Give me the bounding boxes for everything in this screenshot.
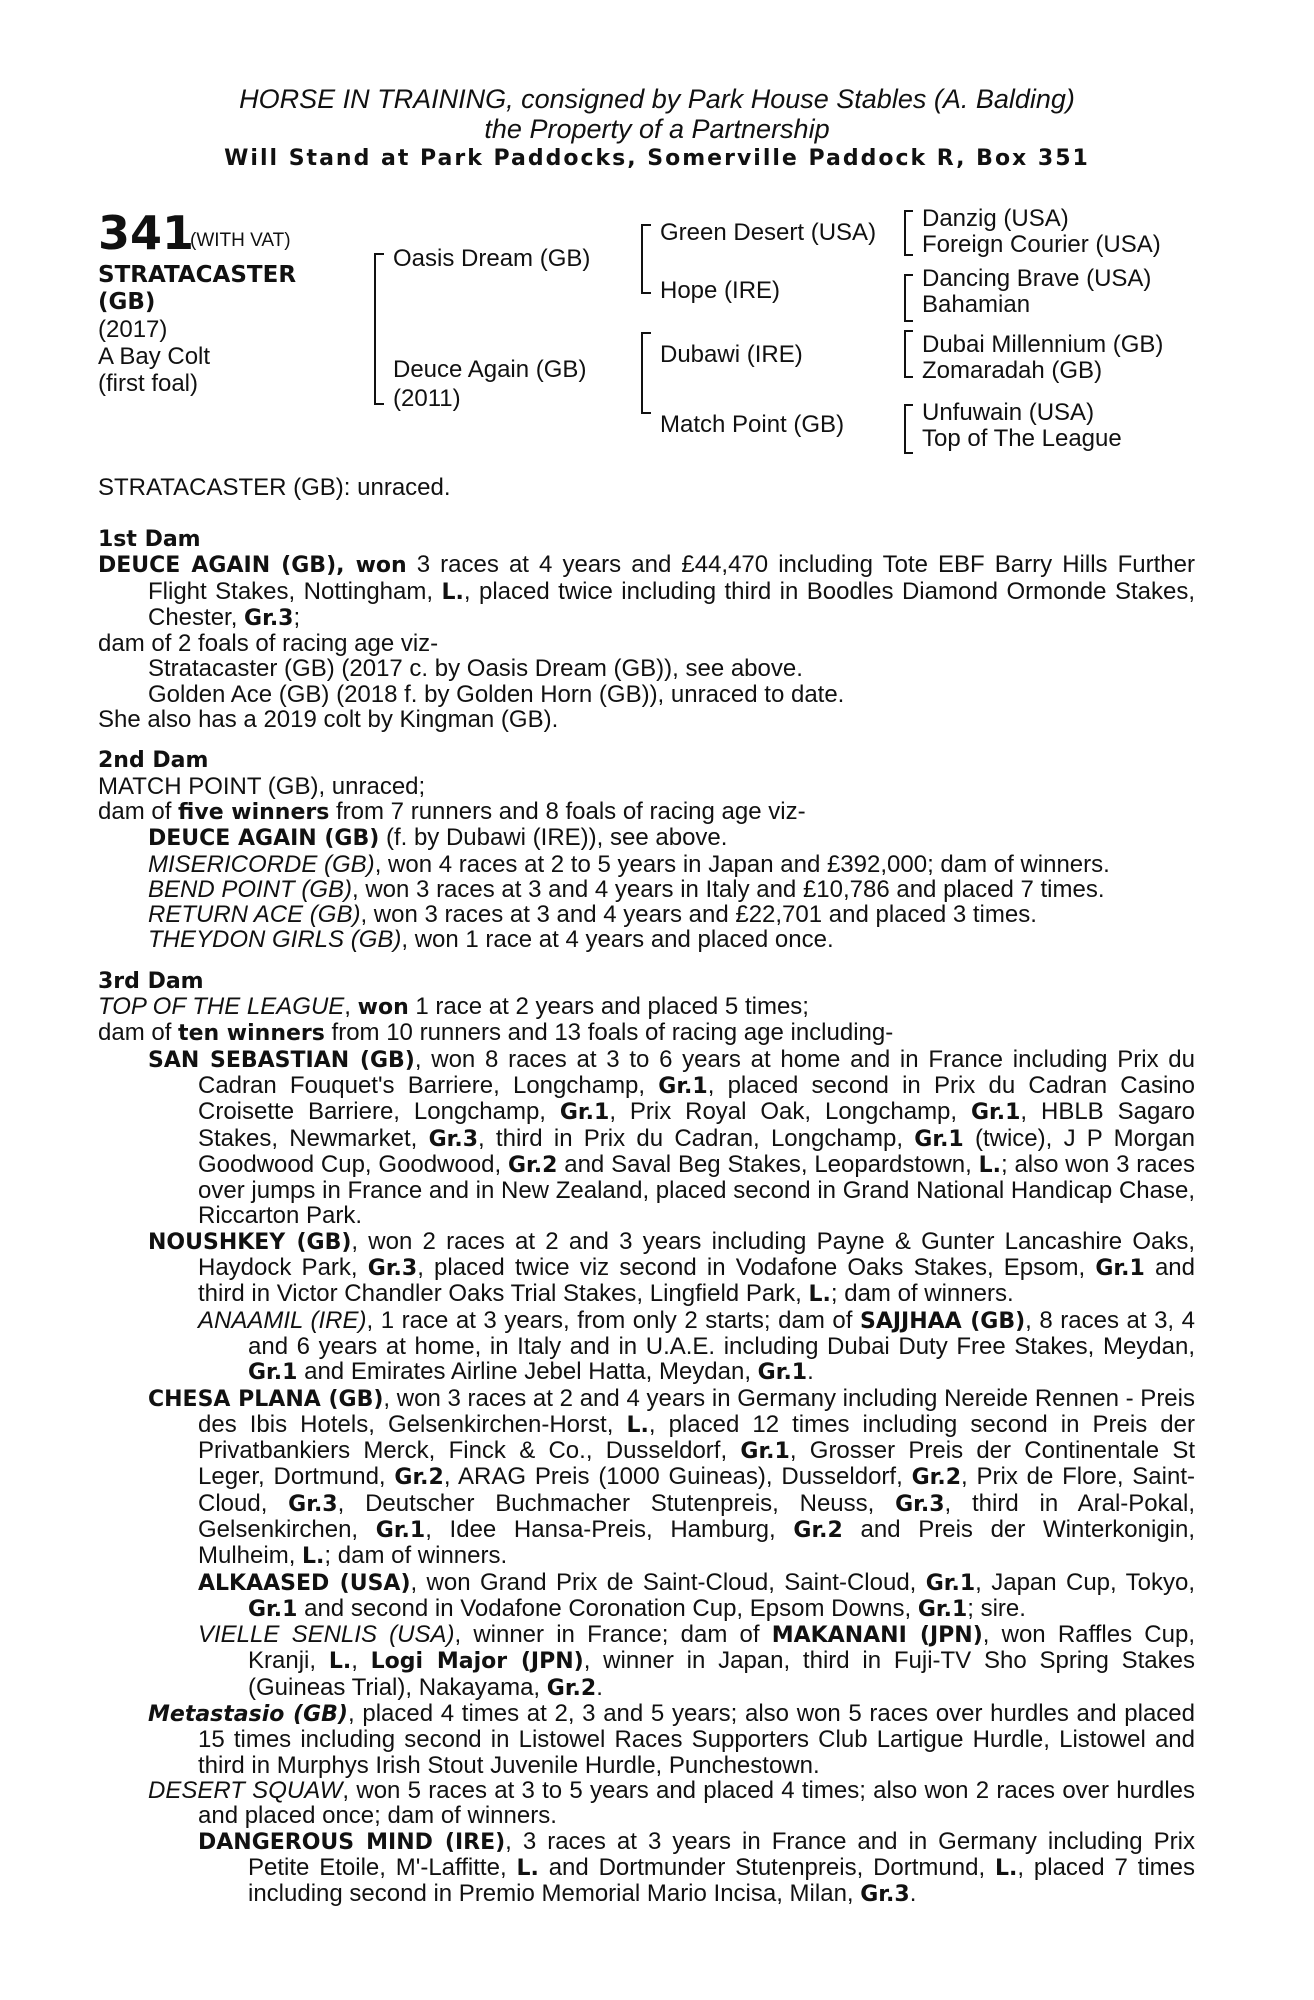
produce-item — [98, 927, 1195, 952]
produce-name: DEUCE AGAIN (GB) — [148, 826, 380, 852]
third-dam-heading: 3rd Dam — [98, 968, 204, 994]
second-dam-name: MATCH POINT (GB), unraced; — [98, 772, 426, 800]
entry-text: dam of — [98, 1019, 179, 1047]
produce-name: DANGEROUS MIND (IRE) — [198, 1829, 506, 1855]
produce-item: NOUSHKEY (GB), won 2 races at 2 and 3 years including Payne & Gunter Lancashire Oaks, Haydock Park, Gr.3, placed twice viz second in Vodafone Oaks Stakes, Epsom, Gr.1 and third in Victor Chandler Oaks Trial Stakes, Lingfield Park, L.; dam of winners. — [148, 1227, 1196, 1308]
pedigree-brace-g3 — [904, 330, 913, 378]
pedigree-gen3-3: Dancing Brave (USA) — [922, 265, 1152, 292]
grand-produce-item: VIELLE SENLIS (USA), winner in France; dam of MAKANANI (JPN), won Raffles Cup, Kranji, L., Logi Major (JPN), winner in Japan, third in Fuji-TV Sho Spring Stakes (Guineas Trial), Nakayama, Gr.2. — [198, 1621, 1195, 1701]
entry-text: , placed twice including third in Boodles Diamond Ormonde Stakes, Chester, — [148, 577, 1195, 631]
first-dam-note: She also has a 2019 colt by Kingman (GB). — [98, 706, 559, 734]
produce-item — [98, 852, 1195, 877]
horse-description: A Bay Colt — [98, 343, 211, 370]
catalogue-heading: HORSE IN TRAINING, consigned by Park House Stables (A. Balding) — [239, 84, 1075, 114]
produce-name: NOUSHKEY (GB) — [148, 1229, 352, 1255]
pedigree-brace-g2 — [904, 274, 913, 322]
pedigree-brace-sire — [641, 224, 651, 294]
produce-item — [98, 902, 1195, 927]
winners-count: five winners — [178, 799, 330, 825]
pedigree-sire-sire: Green Desert (USA) — [660, 219, 877, 246]
pedigree-dam-sire: Dubawi (IRE) — [660, 341, 803, 368]
entry-text: , won 3 races at 3 and 4 years in Italy and £10,786 and placed 7 times. — [352, 875, 1105, 903]
entry-text: from 10 runners and 13 foals of racing age including- — [324, 1019, 894, 1047]
pedigree-dam: Deuce Again (GB) — [393, 356, 587, 383]
lot-number: 341 — [98, 206, 195, 260]
produce-name: THEYDON GIRLS (GB) — [148, 926, 402, 954]
produce-name: MISERICORDE (GB) — [148, 850, 375, 878]
won-label: won — [355, 553, 407, 579]
catalogue-subheading: the Property of a Partnership — [484, 114, 830, 144]
produce-item: Stratacaster (GB) (2017 c. by Oasis Dream (GB)), see above. — [148, 655, 803, 683]
winners-count: ten winners — [178, 1021, 325, 1047]
entry-text: dam of — [98, 797, 179, 825]
won-label: won — [357, 995, 409, 1021]
pedigree-gen3-7: Unfuwain (USA) — [922, 399, 1095, 426]
listed-marker: L. — [441, 579, 464, 605]
stand-location: Will Stand at Park Paddocks, Somerville Paddock R, Box 351 — [224, 146, 1090, 171]
produce-item: SAN SEBASTIAN (GB), won 8 races at 3 to 6 years at home and in France including Prix du Cadran Fouquet's Barriere, Longchamp, Gr.1, placed second in Prix du Cadran Casino Croisette Barriere, Longchamp, Gr.1, Prix Royal Oak, Longchamp, Gr.1, HBLB Sagaro Stakes, Newmarket, Gr.3, third in Prix du Cadran, Longchamp, Gr.1 (twice), J P Morgan Goodwood Cup, Goodwood, Gr.2 and Saval Beg Stakes, Leopardstown, L.; also won 3 races over jumps in France and in New Zealand, placed second in Grand National Handicap Chase, Riccarton Park. — [148, 1045, 1196, 1230]
entry-text: 1 race at 2 years and placed 5 times; — [408, 993, 809, 1021]
pedigree-gen3-8: Top of The League — [922, 425, 1122, 452]
produce-item — [98, 825, 1195, 851]
entry-text: , won 4 races at 2 to 5 years in Japan and £392,000; dam of winners. — [374, 850, 1110, 878]
produce-name: CHESA PLANA (GB) — [148, 1386, 384, 1412]
entry-text: 3 races at 4 years and £44,470 including Tote EBF Barry Hills Further Flight Stakes, Nottingham, — [148, 551, 1195, 605]
pedigree-dam-dam: Match Point (GB) — [660, 411, 845, 438]
pedigree-gen3-4: Bahamian — [922, 291, 1031, 318]
produce-name: VIELLE SENLIS (USA) — [198, 1621, 455, 1649]
first-dam-heading: 1st Dam — [98, 527, 201, 552]
produce-item — [98, 877, 1195, 902]
grand-produce-item: DANGEROUS MIND (IRE), 3 races at 3 years in France and in Germany including Prix Petite Etoile, M'-Laffitte, L. and Dortmunder Stutenpreis, Dortmund, L., placed 7 times including second in Premio Memorial Mario Incisa, Milan, Gr.3. — [198, 1827, 1195, 1908]
grand-produce-item: ALKAASED (USA), won Grand Prix de Saint-Cloud, Saint-Cloud, Gr.1, Japan Cup, Tokyo, Gr.1 and second in Vodafone Coronation Cup, Epsom Downs, Gr.1; sire. — [198, 1568, 1195, 1622]
horse-country: (GB) — [98, 289, 156, 315]
catalogue-body — [98, 527, 1195, 1907]
entry-text: ; — [293, 603, 301, 631]
pedigree-dam-year: (2011) — [393, 385, 461, 412]
first-dam-entry: DEUCE AGAIN (GB), won 3 races at 4 years and £44,470 including Tote EBF Barry Hills Further Flight Stakes, Nottingham, L., placed twice including third in Boodles Diamond Ormonde Stakes, Chester, Gr.3; — [98, 551, 1195, 631]
produce-name: RETURN ACE (GB) — [148, 901, 361, 929]
pedigree-gen3-2: Foreign Courier (USA) — [922, 231, 1161, 258]
pedigree-gen3-1: Danzig (USA) — [922, 205, 1069, 232]
foaling-year: (2017) — [98, 316, 168, 343]
produce-item: Metastasio (GB), placed 4 times at 2, 3 and 5 years; also won 5 races over hurdles and placed 15 times including second in Listowel Races Supporters Club Lartigue Hurdle, Listowel and third in Murphys Irish Stout Juvenile Hurdle, Punchestown. — [148, 1700, 1195, 1779]
produce-name: Metastasio (GB) — [148, 1702, 348, 1728]
second-dam-heading: 2nd Dam — [98, 748, 209, 774]
pedigree-gen3-6: Zomaradah (GB) — [922, 357, 1103, 384]
third-dam-produce-intro — [98, 1020, 1195, 1046]
third-dam-entry: TOP OF THE LEAGUE, won 1 race at 2 years and placed 5 times; — [98, 993, 809, 1021]
entry-text: , won 1 race at 4 years and placed once. — [401, 926, 834, 954]
grand-produce-item: ANAAMIL (IRE), 1 race at 3 years, from only 2 starts; dam of SAJJHAA (GB), 8 races at 3, 4 and 6 years at home, in Italy and in U.A.E. including Dubai Duty Free Stakes, Meydan, Gr.1 and Emirates Airline Jebel Hatta, Meydan, Gr.1. — [198, 1306, 1196, 1386]
entry-text: from 7 runners and 8 foals of racing age viz- — [329, 797, 806, 825]
entry-text: (f. by Dubawi (IRE)), see above. — [379, 824, 728, 852]
pedigree-brace-gen1 — [374, 253, 384, 405]
produce-name: DESERT SQUAW — [148, 1776, 343, 1804]
vat-note: (WITH VAT) — [190, 230, 291, 251]
pedigree-brace-g1 — [904, 210, 913, 256]
pedigree-gen3-5: Dubai Millennium (GB) — [922, 331, 1164, 358]
entry-text: , won 3 races at 3 and 4 years and £22,701 and placed 3 times. — [360, 901, 1037, 929]
race-record-summary: STRATACASTER (GB): unraced. — [98, 474, 451, 501]
horse-name: STRATACASTER — [98, 262, 297, 288]
produce-name: BEND POINT (GB) — [148, 875, 353, 903]
first-dam-name: DEUCE AGAIN (GB) — [98, 553, 337, 579]
produce-item: CHESA PLANA (GB), won 3 races at 2 and 4 years in Germany including Nereide Rennen - Preis des Ibis Hotels, Gelsenkirchen-Horst, L., placed 12 times including second in Preis der Privatbankiers Merck, Finck & Co., Dusseldorf, Gr.1, Grosser Preis der Continentale St Leger, Dortmund, Gr.2, ARAG Preis (1000 Guineas), Dusseldorf, Gr.2, Prix de Flore, Saint-Cloud, Gr.3, Deutscher Buchmacher Stutenpreis, Neuss, Gr.3, third in Aral-Pokal, Gelsenkirchen, Gr.1, Idee Hansa-Preis, Hamburg, Gr.2 and Preis der Winterkonigin, Mulheim, L.; dam of winners. — [148, 1384, 1196, 1570]
second-dam-produce-intro — [98, 799, 1195, 825]
produce-item: Golden Ace (GB) (2018 f. by Golden Horn (GB)), unraced to date. — [148, 680, 845, 708]
foal-note: (first foal) — [98, 370, 199, 397]
pedigree-brace-g4 — [904, 404, 913, 454]
pedigree-sire: Oasis Dream (GB) — [393, 245, 591, 272]
produce-name: ALKAASED (USA) — [198, 1570, 411, 1596]
group-marker: Gr.3 — [244, 605, 294, 631]
third-dam-name: TOP OF THE LEAGUE — [98, 993, 345, 1021]
produce-name: ANAAMIL (IRE) — [198, 1306, 367, 1334]
first-dam-produce-intro: dam of 2 foals of racing age viz- — [98, 630, 439, 658]
pedigree-sire-dam: Hope (IRE) — [660, 277, 781, 304]
produce-item: DESERT SQUAW, won 5 races at 3 to 5 years and placed 4 times; also won 2 races over hurdles and placed once; dam of winners. — [148, 1776, 1195, 1830]
pedigree-brace-dam — [641, 332, 651, 414]
produce-name: SAN SEBASTIAN (GB) — [148, 1047, 415, 1073]
